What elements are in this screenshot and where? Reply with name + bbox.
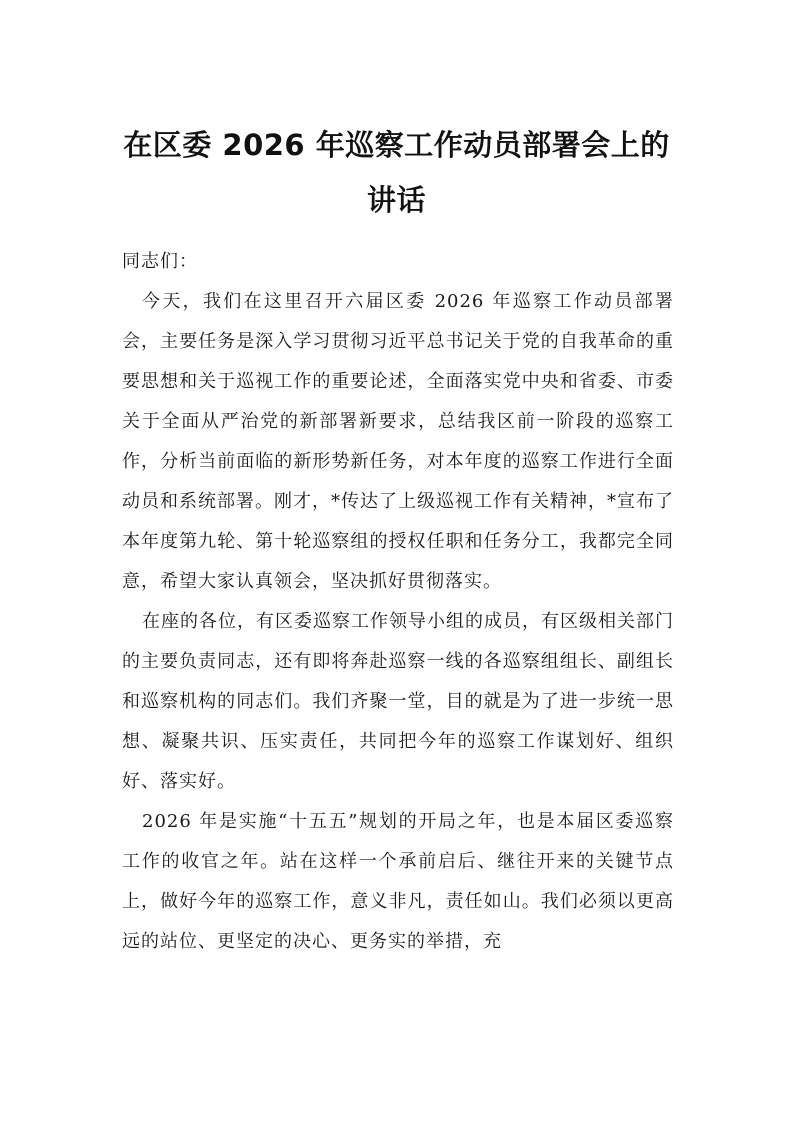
paragraph-2: 在座的各位，有区委巡察工作领导小组的成员，有区级相关部门的主要负责同志，还有即将奔赴巡察一线的各巡察组组长、副组长和巡察机构的同志们。我们齐聚一堂，目的就是为了进一步统一思想、凝聚共识、压实责任，共同把今年的巡察工作谋划好、组织好、落实好。 bbox=[122, 611, 674, 792]
document-title: 在区委 2026 年巡察工作动员部署会上的讲话 bbox=[123, 128, 670, 217]
paragraph-3: 2026 年是实施“十五五”规划的开局之年，也是本届区委巡察工作的收官之年。站在这样一个承前启后、继往开来的关键节点上，做好今年的巡察工作，意义非凡，责任如山。我们必须以更高远的站位、更坚定的决心、更务实的举措，充 bbox=[122, 811, 674, 952]
salutation: 同志们： bbox=[122, 251, 198, 272]
paragraph-1: 今天，我们在这里召开六届区委 2026 年巡察工作动员部署会，主要任务是深入学习贯彻习近平总书记关于党的自我革命的重要思想和关于巡视工作的重要论述，全面落实党中央和省委、市委关于全面从严治党的新部署新要求，总结我区前一阶段的巡察工作，分析当前面临的新形势新任务，对本年度的巡察工作进行全面动员和系统部署。刚才，*传达了上级巡视工作有关精神，*宣布了本年度第九轮、第十轮巡察组的授权任职和任务分工，我都完全同意，希望大家认真领会，坚决抓好贯彻落实。 bbox=[122, 291, 674, 592]
document-body bbox=[122, 242, 674, 962]
